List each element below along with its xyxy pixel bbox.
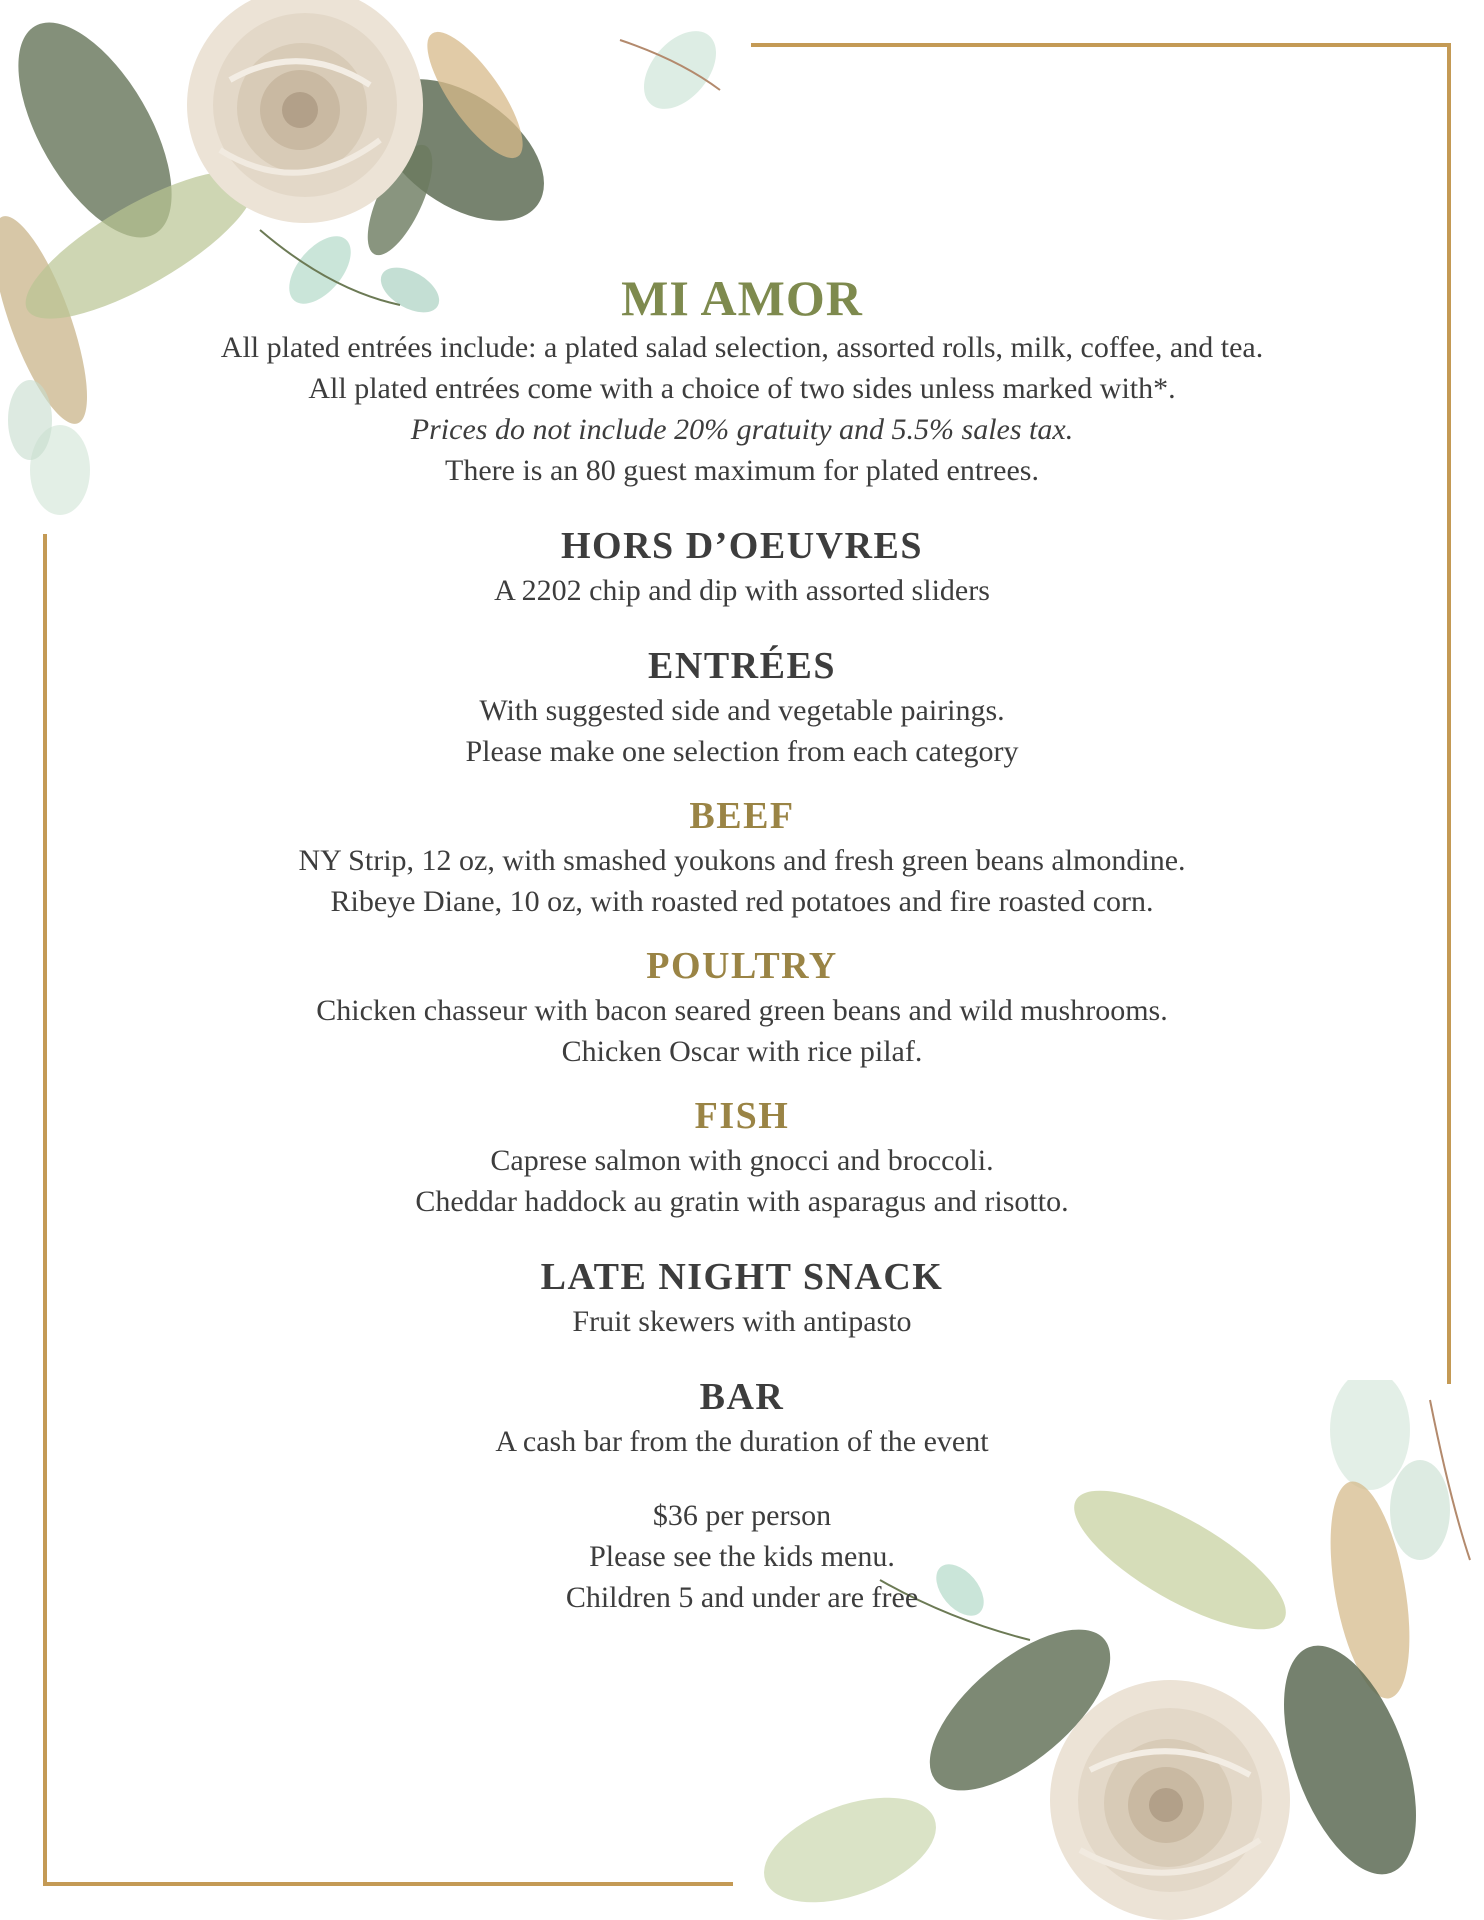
frame-right-border: [1447, 43, 1451, 1384]
late-night-snack-item: Fruit skewers with antipasto: [572, 1305, 912, 1338]
entrees-line-2: Please make one selection from each category: [465, 735, 1019, 768]
beef-item: Ribeye Diane, 10 oz, with roasted red potatoes and fire roasted corn.: [330, 885, 1154, 918]
menu-title: MI AMOR: [621, 270, 863, 326]
hors-doeuvres-item: A 2202 chip and dip with assorted sliders: [494, 574, 990, 607]
fish-item: Caprese salmon with gnocci and broccoli.: [490, 1144, 994, 1177]
frame-left-border: [43, 534, 47, 1886]
intro-line-1: All plated entrées include: a plated salad selection, assorted rolls, milk, coffee, and tea.: [220, 331, 1264, 364]
intro-line-3: Prices do not include 20% gratuity and 5.5% sales tax.: [410, 413, 1074, 446]
beef-item: NY Strip, 12 oz, with smashed youkons and fresh green beans almondine.: [298, 844, 1186, 877]
section-heading-bar: BAR: [699, 1376, 785, 1418]
kids-menu-note: Please see the kids menu.: [589, 1540, 895, 1573]
section-heading-late-night-snack: LATE NIGHT SNACK: [540, 1256, 944, 1298]
intro-line-2: All plated entrées come with a choice of two sides unless marked with*.: [308, 372, 1176, 405]
bar-item: A cash bar from the duration of the event: [495, 1425, 989, 1458]
category-heading-beef: BEEF: [689, 795, 795, 837]
poultry-item: Chicken Oscar with rice pilaf.: [561, 1035, 923, 1068]
fish-item: Cheddar haddock au gratin with asparagus and risotto.: [415, 1185, 1069, 1218]
entrees-line-1: With suggested side and vegetable pairings.: [479, 694, 1005, 727]
intro-line-4: There is an 80 guest maximum for plated entrees.: [445, 454, 1039, 487]
poultry-item: Chicken chasseur with bacon seared green beans and wild mushrooms.: [316, 994, 1168, 1027]
section-heading-hors-doeuvres: HORS D’OEUVRES: [561, 525, 923, 567]
category-heading-fish: FISH: [694, 1095, 790, 1137]
category-heading-poultry: POULTRY: [646, 945, 838, 987]
section-heading-entrees: ENTRÉES: [648, 645, 836, 687]
children-free-note: Children 5 and under are free: [565, 1581, 919, 1614]
frame-bottom-border: [43, 1882, 733, 1886]
frame-top-border: [751, 43, 1451, 47]
price-per-person: $36 per person: [652, 1499, 832, 1532]
